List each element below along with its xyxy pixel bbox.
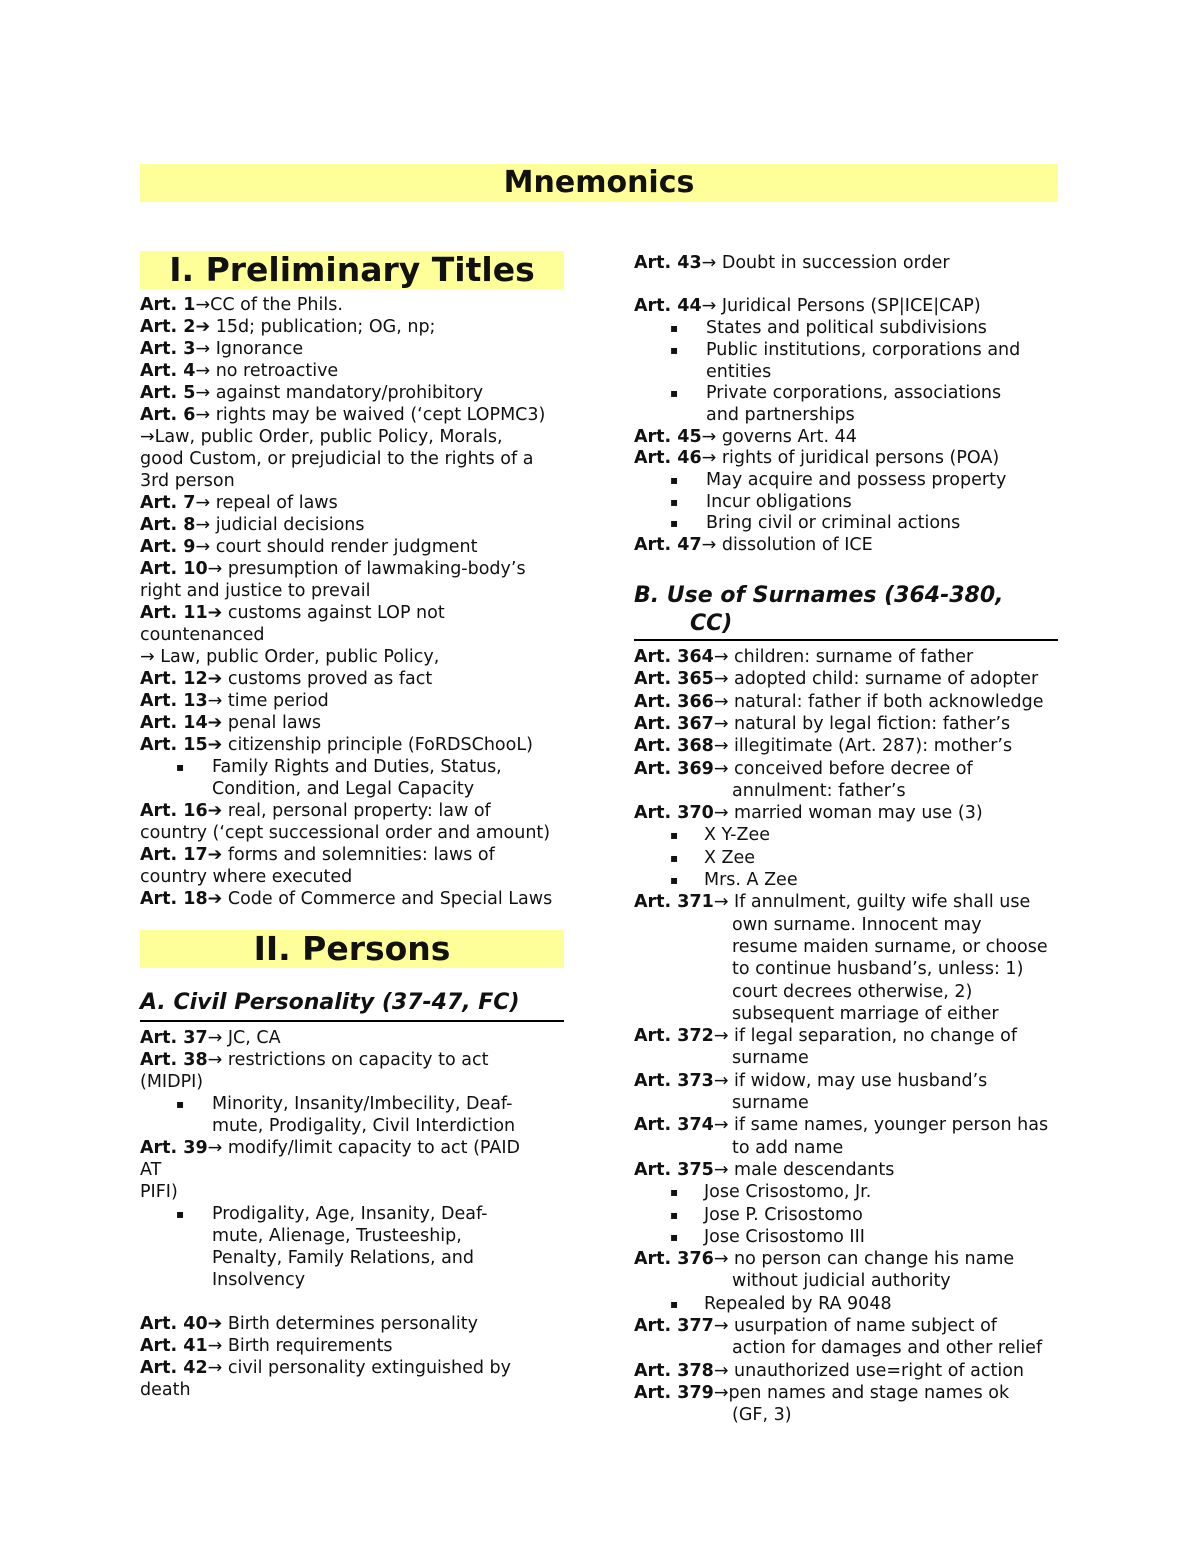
bullet-icon: ▪ [670, 1207, 679, 1222]
list-item [634, 1071, 987, 1092]
bullet-icon: ▪ [670, 1296, 679, 1311]
line-text: and partnerships [706, 404, 855, 425]
article-number: Art. 367 [634, 713, 714, 734]
line-text: Prodigality, Age, Insanity, Deaf- [212, 1204, 488, 1224]
line-text: Mrs. A Zee [704, 870, 798, 890]
list-item [140, 845, 495, 866]
article-number: Art. 364 [634, 647, 714, 667]
line-text: mute, Alienage, Trusteeship, [212, 1226, 462, 1246]
list-item [732, 1048, 809, 1069]
line-text: → Juridical Persons (SP|ICE|CAP) [701, 296, 981, 317]
article-number: Art. 2 [140, 317, 196, 337]
line-text: →pen names and stage names ok [713, 1382, 1010, 1403]
bullet-icon: ▪ [670, 1229, 679, 1244]
line-text: 3rd person [140, 471, 235, 491]
bullet-icon: ▪ [670, 1185, 679, 1200]
line-text: →Law, public Order, public Policy, Morals, [140, 427, 503, 447]
line-text: → Ignorance [195, 339, 304, 359]
line-text: court decrees otherwise, 2) [732, 981, 973, 1002]
list-item [140, 295, 343, 316]
line-text: own surname. Innocent may [732, 914, 982, 935]
article-number: Art. 8 [140, 515, 196, 535]
list-item [140, 801, 491, 822]
list-item [732, 982, 972, 1003]
list-item [212, 1116, 515, 1137]
list-item [140, 427, 503, 448]
line-text: → natural: father if both acknowledge [713, 691, 1044, 712]
article-number: Art. 6 [140, 405, 196, 425]
article-number: Art. 10 [140, 559, 208, 579]
list-item [634, 736, 1012, 757]
list-item [732, 781, 906, 802]
list-item [706, 340, 1020, 361]
list-item [140, 405, 545, 426]
line-text: Family Rights and Duties, Status, [212, 757, 502, 777]
line-text: → no retroactive [195, 361, 339, 381]
list-item [140, 515, 365, 536]
list-item [140, 493, 338, 514]
list-item [634, 535, 873, 556]
list-item [706, 405, 855, 426]
list-item [212, 779, 474, 800]
list-item [634, 1249, 1014, 1270]
article-number: Art. 9 [140, 537, 196, 557]
list-item [140, 669, 432, 690]
line-text: good Custom, or prejudicial to the rights of a [140, 449, 534, 469]
article-number: Art. 377 [634, 1316, 714, 1336]
list-item [140, 713, 321, 734]
list-item [140, 449, 533, 470]
article-number: Art. 4 [140, 361, 196, 381]
list-item [634, 714, 1010, 735]
list-item [140, 471, 235, 492]
list-item [704, 825, 770, 846]
section-banner: I. Preliminary Titles [140, 251, 564, 289]
line-text: (MIDPI) [140, 1072, 204, 1092]
article-number: Art. 370 [634, 803, 714, 824]
article-number: Art. 15 [140, 735, 208, 755]
article-number: Art. 37 [140, 1028, 208, 1048]
line-text: annulment: father’s [732, 780, 906, 801]
line-text: Insolvency [212, 1270, 306, 1290]
line-text: → time period [207, 691, 329, 711]
bullet-icon: ▪ [176, 1207, 185, 1221]
list-item [140, 361, 338, 382]
list-item [732, 937, 1048, 958]
list-item [634, 1316, 997, 1337]
list-item [140, 647, 439, 668]
list-item [140, 1072, 203, 1093]
list-item [706, 362, 771, 383]
list-item [732, 1405, 792, 1426]
line-text: ➔ customs proved as fact [207, 669, 433, 689]
line-text: → rights may be waived (‘cept LOPMC3) [195, 405, 546, 425]
list-item [140, 1138, 520, 1159]
bullet-icon: ▪ [176, 1097, 185, 1111]
list-item [732, 1338, 1042, 1359]
article-number: Art. 38 [140, 1050, 208, 1070]
bullet-icon: ▪ [670, 473, 679, 487]
article-number: Art. 44 [634, 296, 702, 317]
bullet-icon: ▪ [670, 850, 679, 865]
line-text: subsequent marriage of either [732, 1003, 999, 1024]
line-text: → Law, public Order, public Policy, [140, 647, 440, 667]
line-text: →CC of the Phils. [195, 295, 343, 315]
bullet-icon: ▪ [670, 873, 679, 887]
list-item [140, 603, 445, 624]
list-item [634, 427, 857, 448]
article-number: Art. 374 [634, 1115, 714, 1136]
line-text: → If annulment, guilty wife shall use [713, 892, 1031, 913]
line-text: → no person can change his name [713, 1249, 1015, 1270]
line-text: → repeal of laws [195, 493, 338, 513]
list-item [634, 669, 1038, 690]
line-text: ➔ penal laws [207, 713, 321, 733]
list-item [732, 1093, 809, 1114]
article-number: Art. 43 [634, 253, 702, 273]
article-number: Art. 42 [140, 1358, 208, 1378]
bullet-icon: ▪ [670, 342, 679, 357]
line-text: Private corporations, associations [706, 383, 1002, 404]
line-text: right and justice to prevail [140, 581, 371, 601]
line-text: Jose P. Crisostomo [704, 1204, 863, 1225]
list-item [706, 492, 852, 513]
line-text: → rights of juridical persons (POA) [701, 448, 1000, 469]
line-text: → presumption of lawmaking-body’s [207, 559, 526, 579]
heading-underline [140, 1020, 564, 1022]
article-number: Art. 5 [140, 383, 196, 403]
line-text: → governs Art. 44 [701, 426, 857, 447]
list-item [140, 691, 329, 712]
list-item [634, 1160, 894, 1181]
bullet-icon: ▪ [176, 760, 185, 774]
list-item [140, 1314, 478, 1335]
line-text: May acquire and possess property [706, 470, 1007, 490]
list-item [634, 892, 1030, 913]
list-item [140, 889, 552, 910]
list-item [704, 870, 798, 891]
line-text: → illegitimate (Art. 287): mother’s [713, 736, 1013, 757]
line-text: States and political subdivisions [706, 318, 987, 339]
list-item [140, 1336, 393, 1357]
page-title: Mnemonics [140, 164, 1058, 202]
article-number: Art. 366 [634, 691, 714, 712]
list-item [140, 1358, 511, 1379]
line-text: Bring civil or criminal actions [706, 513, 961, 534]
line-text: Jose Crisostomo, Jr. [704, 1182, 872, 1203]
line-text: ➔ 15d; publication; OG, np; [195, 317, 436, 337]
line-text: → against mandatory/prohibitory [195, 383, 484, 403]
list-item [212, 757, 502, 778]
article-number: Art. 46 [634, 448, 702, 469]
article-number: Art. 7 [140, 493, 196, 513]
list-item [706, 513, 960, 534]
list-item [140, 383, 483, 404]
list-item [634, 1115, 1048, 1136]
list-item [634, 1026, 1017, 1047]
line-text: → restrictions on capacity to act [207, 1050, 489, 1070]
list-item [732, 959, 1023, 980]
line-text: surname [732, 1093, 809, 1113]
article-number: Art. 365 [634, 669, 714, 690]
line-text: ➔ customs against LOP not [207, 603, 445, 623]
list-item [634, 296, 981, 317]
article-number: Art. 40 [140, 1314, 208, 1334]
bullet-icon: ▪ [670, 386, 679, 401]
list-item [140, 581, 371, 602]
subsection-heading: B. Use of Surnames (364-380, [634, 583, 1004, 608]
article-number: Art. 17 [140, 845, 208, 865]
line-text: mute, Prodigality, Civil Interdiction [212, 1116, 516, 1136]
article-number: Art. 376 [634, 1249, 714, 1270]
article-number: Art. 18 [140, 889, 208, 909]
article-number: Art. 372 [634, 1026, 714, 1047]
line-text: → Doubt in succession order [701, 253, 950, 273]
list-item [140, 1182, 178, 1203]
article-number: Art. 47 [634, 535, 702, 556]
list-item [706, 470, 1006, 491]
list-item [732, 1138, 843, 1159]
line-text: → JC, CA [207, 1028, 281, 1048]
bullet-icon: ▪ [670, 516, 679, 531]
line-text: → unauthorized use=right of action [713, 1360, 1024, 1381]
list-item [140, 625, 265, 646]
line-text: → if same names, younger person has [713, 1115, 1049, 1136]
list-item [140, 537, 478, 558]
list-item [704, 1294, 892, 1315]
line-text: to continue husband’s, unless: 1) [732, 959, 1024, 980]
line-text: → usurpation of name subject of [713, 1316, 997, 1336]
line-text: AT [140, 1160, 162, 1180]
article-number: Art. 369 [634, 758, 714, 779]
list-item [140, 1160, 161, 1181]
subsection-heading: A. Civil Personality (37-47, FC) [140, 990, 520, 1015]
line-text: → if legal separation, no change of [713, 1026, 1017, 1047]
line-text: Condition, and Legal Capacity [212, 779, 475, 799]
list-item [706, 318, 987, 339]
list-item [704, 1205, 863, 1226]
line-text: ➔ citizenship principle (FoRDSChooL) [207, 735, 533, 755]
line-text: action for damages and other relief [732, 1338, 1043, 1359]
line-text: → dissolution of ICE [701, 535, 873, 556]
list-item [634, 803, 983, 824]
line-text: Minority, Insanity/Imbecility, Deaf- [212, 1094, 513, 1114]
line-text: → Birth requirements [207, 1336, 393, 1356]
line-text: X Y-Zee [704, 825, 771, 846]
list-item [634, 1383, 1009, 1404]
list-item [704, 848, 755, 869]
list-item [732, 915, 982, 936]
list-item [634, 448, 999, 469]
line-text: without judicial authority [732, 1271, 951, 1292]
list-item [140, 867, 352, 888]
list-item [140, 1028, 281, 1049]
line-text: → court should render judgment [195, 537, 478, 557]
line-text: country where executed [140, 867, 353, 887]
list-item [732, 1004, 999, 1025]
line-text: entities [706, 361, 772, 382]
line-text: ➔ forms and solemnities: laws of [207, 845, 495, 865]
line-text: Repealed by RA 9048 [704, 1293, 892, 1314]
line-text: → modify/limit capacity to act (PAID [207, 1138, 520, 1158]
line-text: → judicial decisions [195, 515, 365, 535]
article-number: Art. 45 [634, 426, 702, 447]
line-text: (GF, 3) [732, 1405, 792, 1426]
article-number: Art. 13 [140, 691, 208, 711]
article-number: Art. 371 [634, 892, 714, 913]
line-text: PIFI) [140, 1182, 178, 1202]
line-text: → if widow, may use husband’s [713, 1070, 988, 1091]
line-text: countenanced [140, 625, 265, 645]
line-text: ➔ Code of Commerce and Special Laws [207, 889, 553, 909]
article-number: Art. 39 [140, 1138, 208, 1158]
list-item [140, 559, 526, 580]
line-text: X Zee [704, 847, 756, 868]
list-item [704, 1182, 871, 1203]
line-text: Incur obligations [706, 491, 852, 512]
line-text: surname [732, 1048, 809, 1069]
article-number: Art. 3 [140, 339, 196, 359]
line-text: ➔ real, personal property: law of [207, 801, 491, 821]
article-number: Art. 373 [634, 1070, 714, 1091]
list-item [140, 317, 435, 338]
article-number: Art. 1 [140, 295, 196, 315]
list-item [634, 692, 1044, 713]
list-item [704, 1227, 865, 1248]
article-number: Art. 379 [634, 1382, 714, 1403]
list-item [212, 1248, 474, 1269]
article-number: Art. 12 [140, 669, 208, 689]
article-number: Art. 368 [634, 736, 714, 757]
list-item [212, 1094, 512, 1115]
list-item [140, 1050, 488, 1071]
list-item [634, 253, 950, 274]
line-text: → conceived before decree of [713, 758, 973, 779]
list-item [212, 1270, 305, 1291]
line-text: ➔ Birth determines personality [207, 1314, 478, 1334]
bullet-icon: ▪ [670, 828, 679, 843]
line-text: country (‘cept successional order and amount) [140, 823, 551, 843]
line-text: death [140, 1380, 191, 1400]
line-text: to add name [732, 1137, 844, 1158]
line-text: → children: surname of father [713, 647, 974, 667]
line-text: Jose Crisostomo III [704, 1226, 865, 1247]
heading-underline [634, 639, 1058, 641]
list-item [732, 1271, 951, 1292]
list-item [634, 647, 973, 668]
article-number: Art. 378 [634, 1360, 714, 1381]
article-number: Art. 41 [140, 1336, 208, 1356]
list-item [140, 823, 550, 844]
list-item [212, 1226, 462, 1247]
bullet-icon: ▪ [670, 494, 679, 509]
list-item [634, 1361, 1024, 1382]
line-text: Public institutions, corporations and [706, 339, 1021, 360]
line-text: → married woman may use (3) [713, 803, 983, 824]
list-item [634, 759, 973, 780]
list-item [140, 339, 303, 360]
article-number: Art. 14 [140, 713, 208, 733]
list-item [212, 1204, 487, 1225]
bullet-icon: ▪ [670, 321, 679, 336]
article-number: Art. 375 [634, 1159, 714, 1180]
article-number: Art. 11 [140, 603, 208, 623]
line-text: → natural by legal fiction: father’s [713, 713, 1011, 734]
line-text: resume maiden surname, or choose [732, 936, 1048, 957]
line-text: → adopted child: surname of adopter [713, 669, 1039, 690]
list-item [140, 1380, 191, 1401]
line-text: → male descendants [713, 1159, 895, 1180]
line-text: → civil personality extinguished by [207, 1358, 512, 1378]
subsection-heading: CC) [690, 611, 733, 636]
line-text: Penalty, Family Relations, and [212, 1248, 475, 1268]
section-banner: II. Persons [140, 930, 564, 968]
list-item [140, 735, 533, 756]
article-number: Art. 16 [140, 801, 208, 821]
list-item [706, 383, 1001, 404]
